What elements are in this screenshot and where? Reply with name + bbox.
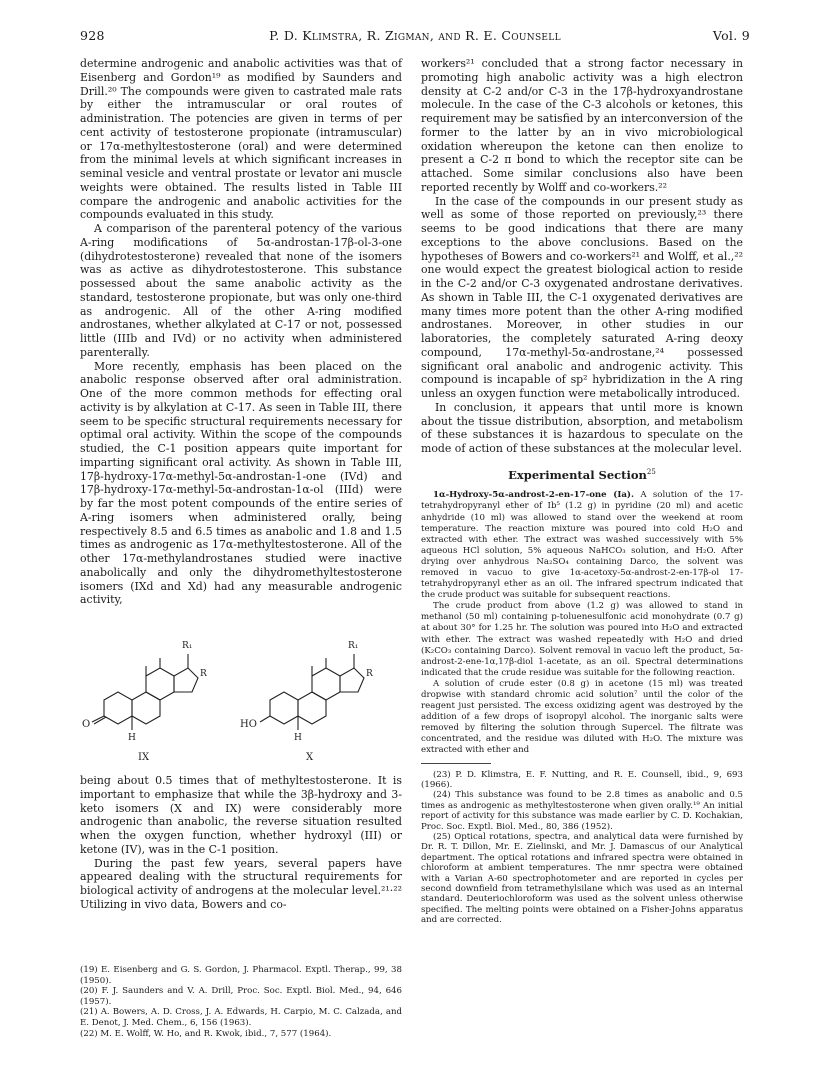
steroid-structures-figure (80, 632, 402, 767)
paragraph: In conclusion, it appears that until more is known about the tissue distribution, absorption, and metabolism of these substances it is hazardous to speculate on the mode of action of these substances at the molecular level. (421, 400, 743, 455)
oxygen-label: O (82, 719, 91, 730)
paragraph-body: A solution of the 17-tetrahydropyranyl ether of Ib⁵ (1.2 g) in pyridine (20 ml) and acetic anhydride (10 ml) was allowed to stand over the weekend at room temperature. The reaction mixture was poured into cold H₂O and extracted with ether. The extract was washed successively with 5% aqueous HCl solution, 5% aqueous NaHCO₃ solution, and H₂O. After drying over anhydrous Na₂SO₄ containing Darco, the solvent was removed in vacuo to give 1α-acetoxy-5α-androst-2-en-17β-ol 17-tetrahydropyranyl ether as an oil. The infrared spectrum indicated that the crude product was suitable for subsequent reactions. (421, 490, 744, 601)
paragraph: The crude product from above (1.2 g) was allowed to stand in methanol (50 ml) containing p-toluenesulfonic acid monohydrate (0.7 g) at about 30° for 1.25 hr. The solution was poured into H₂O and extracted with ether. The extract was washed repeatedly with H₂O and dried (K₂CO₃ containing Darco). Solvent removal in vacuo left the product, 5α-androst-2-ene-1α,17β-diol 1-acetate, as an oil. Spectral determinations indicated that the crude residue was suitable for the following reaction. (421, 601, 743, 678)
structure-x (260, 654, 364, 730)
paragraph: More recently, emphasis has been placed on the anabolic response observed after oral administration. One of the more common methods for effecting oral activity is by alkylation at C-17. As seen in Table III, there seem to be specific structural requirements necessary for optimal oral activity. Within the scope of the compounds studied, the C-1 position appears quite important for imparting significant oral activity. As shown in Table III, 17β-hydroxy-17α-methyl-5α-androstan-1-one (IVd) and 17β-hydroxy-17α-methyl-5α-androstan-1α-ol (IIId) were by far the most potent compounds of the entire series of A-ring isomers when administered orally, being respectively 8.5 and 6.5 times as anabolic and 1.8 and 1.5 times as androgenic as 17α-methyltestosterone. All of the other 17α-methylandrostanes studied were inactive anabolically and only the dihydromethyltestosterone isomers (IXd and Xd) had any measurable androgenic activity, (80, 359, 402, 607)
running-authors: P. D. Klimstra, R. Zigman, and R. E. Counsell (269, 28, 561, 43)
r1-label: R₁ (348, 641, 359, 651)
footnote: (25) Optical rotations, spectra, and analytical data were furnished by Dr. R. T. Dillon, Mr. E. Zielinski, and Mr. J. Damascus of our Analytical department. The optical rotations and infrared spectra were obtained in chloroform at ambient temperatures. The nmr spectra were obtained with a Varian A-60 spectrophotometer and are reported in cycles per second downfield from tetramethylsilane which was used as an internal standard. Deuteriochloroform was used as the solvent unless otherwise specified. The melting points were obtained on a Fisher-Johns apparatus and are corrected. (421, 832, 743, 926)
r1-label: R₁ (182, 641, 193, 651)
section-title-text: Experimental Section (508, 467, 647, 482)
structure-x-label: X (306, 752, 314, 763)
structure-ix (92, 654, 198, 730)
r-label: R (366, 669, 373, 679)
experimental-text (421, 490, 743, 756)
paragraph: A comparison of the parenteral potency of the various A-ring modifications of 5α-androstan-17β-ol-3-one (dihydrotestosterone) revealed that none of the isomers was as active as dihydrotestosterone. This substance possessed about the same anabolic activity as the standard, testosterone propionate, but was only one-third as androgenic. All of the other A-ring modified androstanes, whether alkylated at C-17 or not, possessed little (IIIb and IVd) or no activity when administered parenterally. (80, 222, 402, 359)
r-label: R (200, 669, 207, 679)
left-column (80, 57, 402, 607)
paragraph: determine androgenic and anabolic activities was that of Eisenberg and Gordon¹⁹ as modified by Saunders and Drill.²⁰ The compounds were given to castrated male rats by either the intramuscular or oral routes of administration. The potencies are given in terms of per cent activity of testosterone propionate (intramuscular) or 17α-methyltestosterone (oral) and were determined from the minimal levels at which significant increases in seminal vesicle and ventral prostate or levator ani muscle weights were obtained. The results listed in Table III compare the androgenic and anabolic activities for the compounds evaluated in this study. (80, 57, 402, 222)
structure-ix-label: IX (138, 752, 150, 763)
section-footnote-mark: 25 (646, 467, 656, 476)
paragraph: In the case of the compounds in our present study as well as some of those reported on previously,²³ there seems to be good indications that there are many exceptions to the above conclusions. Based on the hypotheses of Bowers and co-workers²¹ and Wolff, et al.,²² one would expect the greatest biological action to reside in the C-2 and/or C-3 oxygenated androstane derivatives. As shown in Table III, the C-1 oxygenated derivatives are many times more potent than the other A-ring modified androstanes. Moreover, in other studies in our laboratories, the completely saturated A-ring deoxy compound, 17α-methyl-5α-androstane,²⁴ possessed significant oral anabolic and androgenic activity. This compound is incapable of sp² hybridization in the A ring unless an oxygen function were metabolically introduced. (421, 194, 743, 400)
volume-label: Vol. 9 (712, 28, 750, 43)
footnote: (21) A. Bowers, A. D. Cross, J. A. Edwards, H. Carpio, M. C. Calzada, and E. Denot, J. Med. Chem., 6, 156 (1963). (80, 1007, 402, 1028)
section-heading (421, 466, 743, 483)
footnote-rule (421, 763, 491, 764)
footnote: (24) This substance was found to be 2.8 times as anabolic and 0.5 times as androgenic as methyltestosterone when given orally.¹⁹ An initial report of activity for this substance was made earlier by C. D. Kochakian, Proc. Soc. Exptl. Biol. Med., 80, 386 (1952). (421, 790, 743, 832)
footnote: (19) E. Eisenberg and G. S. Gordon, J. Pharmacol. Exptl. Therap., 99, 38 (1950). (80, 965, 402, 986)
compound-title: 1α-Hydroxy-5α-androst-2-en-17-one (Ia). (433, 490, 634, 501)
right-column (421, 57, 743, 926)
paragraph: A solution of crude ester (0.8 g) in acetone (15 ml) was treated dropwise with standard chromic acid solution⁷ until the color of the reagent just persisted. The excess oxidizing agent was destroyed by the addition of a few drops of isopropyl alcohol. The inorganic salts were removed by filtering the solution through Supercel. The filtrate was concentrated, and the residue was diluted with H₂O. The mixture was extracted with ether and (421, 678, 743, 756)
page-number: 928 (80, 28, 105, 43)
left-column-lower (80, 774, 402, 912)
footnotes-right (421, 770, 743, 926)
paragraph: being about 0.5 times that of methyltestosterone. It is important to emphasize that while the 3β-hydroxy and 3-keto isomers (X and IX) were considerably more androgenic than anabolic, the reverse situation resulted when the oxygen function, whether hydroxyl (III) or ketone (IV), was in the C-1 position. (80, 774, 402, 856)
paragraph: During the past few years, several papers have appeared dealing with the structural requirements for biological activity of androgens at the molecular level.²¹·²² Utilizing in vivo data, Bowers and co- (80, 856, 402, 911)
paragraph: workers²¹ concluded that a strong factor necessary in promoting high anabolic activity was a high electron density at C-2 and/or C-3 in the 17β-hydroxyandrostane molecule. In the case of the C-3 alcohols or ketones, this requirement may be satisfied by an interconversion of the former to the latter by an in vivo microbiological oxidation whereupon the ketone can then enolize to present a C-2 π bond to which the receptor site can be attached. Some similar conclusions also have been reported recently by Wolff and co-workers.²² (421, 57, 743, 194)
paragraph (421, 490, 743, 601)
footnote: (23) P. D. Klimstra, E. F. Nutting, and R. E. Counsell, ibid., 9, 693 (1966). (421, 769, 743, 790)
footnote: (20) F. J. Saunders and V. A. Drill, Proc. Soc. Exptl. Biol. Med., 94, 646 (1957). (80, 986, 402, 1007)
h-label: H (128, 733, 136, 743)
page-header (80, 28, 750, 46)
ho-label: HO (240, 719, 257, 730)
footnotes-left (80, 965, 402, 1039)
footnote: (22) M. E. Wolff, W. Ho, and R. Kwok, ibid., 7, 577 (1964). (80, 1028, 332, 1039)
h-label: H (294, 733, 302, 743)
